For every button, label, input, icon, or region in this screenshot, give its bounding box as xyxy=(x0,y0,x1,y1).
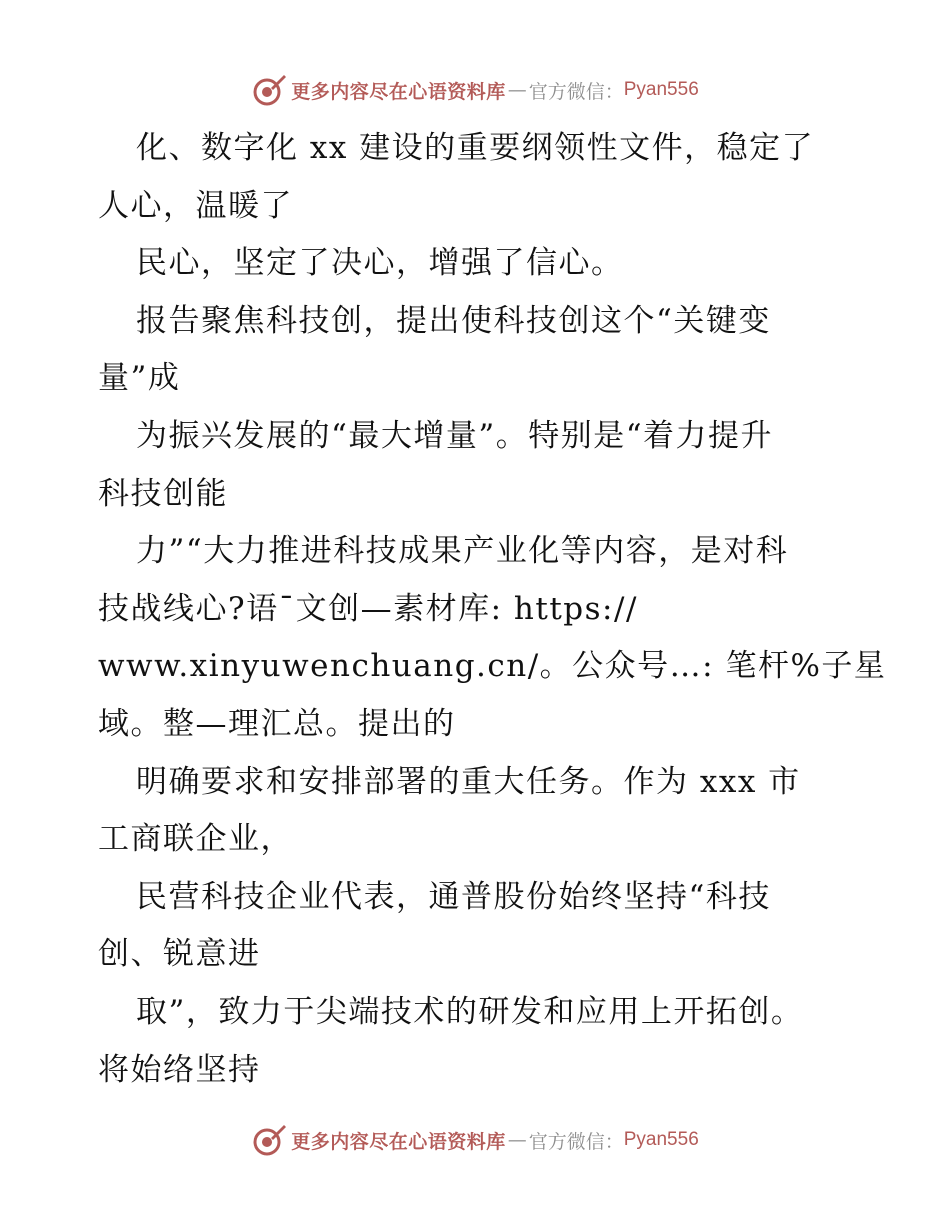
banner-official-label: 官方微信： xyxy=(528,80,624,103)
banner-wechat-id: Pyan556 xyxy=(623,79,699,100)
banner-text: 更多内容尽在心语资料库 xyxy=(291,1130,506,1153)
body-line: 工商联企业， xyxy=(98,821,293,858)
body-line: 将始络坚持 xyxy=(98,1051,261,1088)
body-line: 化、数字化 xx 建设的重要纲领性文件，稳定了 xyxy=(136,130,815,166)
pen-logo-icon xyxy=(251,1122,287,1158)
body-line: 科技创能 xyxy=(98,475,228,512)
body-line: 为振兴发展的“最大增量”。特别是“着力提升 xyxy=(136,417,774,454)
body-line: www.xinyuwenchuang.cn/。公众号…: 笔杆%子星 xyxy=(98,648,887,685)
body-line: 人心，温暖了 xyxy=(98,187,293,224)
pen-logo-icon xyxy=(251,72,287,108)
banner-text: 更多内容尽在心语资料库 xyxy=(291,80,506,103)
body-line: 民营科技企业代表，通普股份始终坚持“科技 xyxy=(136,878,771,915)
body-line: 民心，坚定了决心，增强了信心。 xyxy=(136,245,624,282)
body-line: 技战线心?语¯文创—素材库: https:// xyxy=(98,590,638,627)
banner-official-label: 官方微信： xyxy=(528,1130,624,1153)
body-line: 创、锐意进 xyxy=(98,936,261,973)
document-body xyxy=(98,120,887,1099)
banner-wechat-id: Pyan556 xyxy=(623,1129,699,1150)
banner-dash: — xyxy=(507,79,527,101)
body-line: 报告聚焦科技创，提出使科技创这个“关键变 xyxy=(136,302,771,339)
body-line: 量”成 xyxy=(98,360,181,397)
footer-banner xyxy=(0,1120,950,1160)
header-banner xyxy=(0,70,950,110)
body-line: 明确要求和安排部署的重大任务。作为 xxx 市 xyxy=(136,763,801,800)
body-line: 力”“大力推进科技成果产业化等内容，是对科 xyxy=(136,533,789,570)
body-line: 域。整—理汇总。提出的 xyxy=(98,705,456,742)
body-line: 取”，致力于尖端技术的研发和应用上开拓创。 xyxy=(136,993,804,1030)
banner-dash: — xyxy=(507,1129,527,1151)
